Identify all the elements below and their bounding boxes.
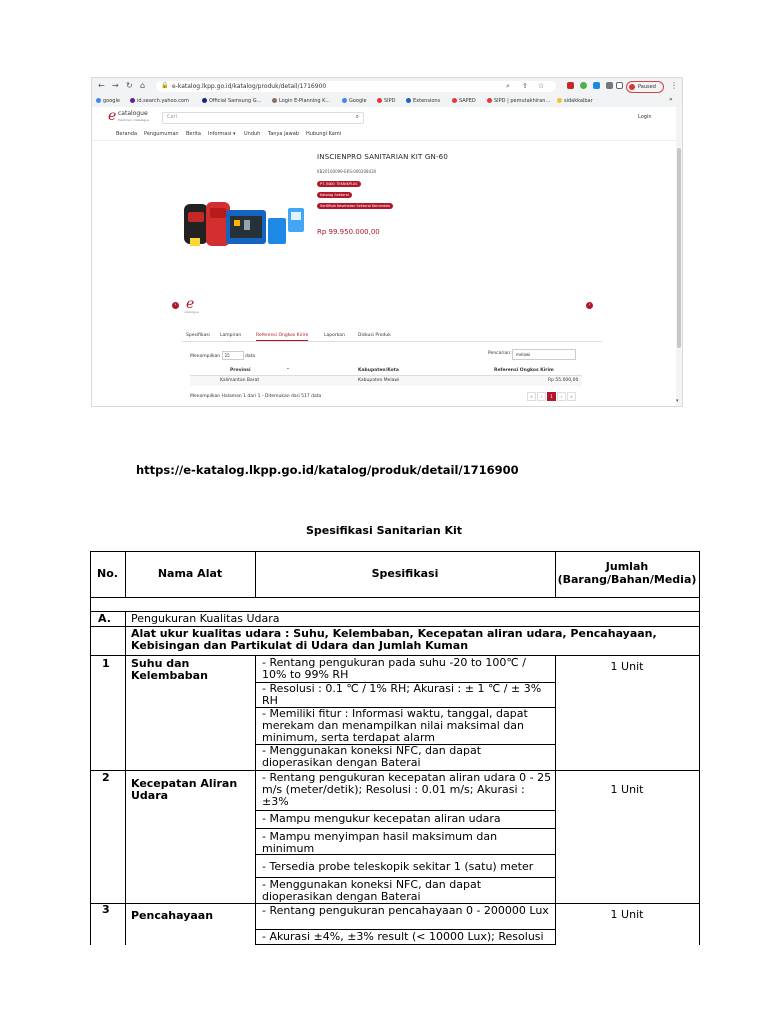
sipd-icon xyxy=(377,98,382,103)
bookmark-item[interactable] xyxy=(487,97,550,105)
vendor-badge[interactable]: PT. INDO TEKNIKPLUS xyxy=(317,181,361,187)
page-length-select[interactable]: 25 xyxy=(222,351,244,360)
address-text: e-katalog.lkpp.go.id/katalog/produk/detail/1716900 xyxy=(172,83,327,90)
table-border xyxy=(255,655,256,945)
profile-paused-button[interactable] xyxy=(626,81,664,93)
bookmark-label: Login E-Planning K... xyxy=(279,98,331,104)
reload-icon[interactable]: ↻ xyxy=(126,81,133,90)
menu-item-hubungi-kami[interactable]: Hubungi Kami xyxy=(306,131,342,137)
cell-ongkos: Rp 55.000,00 xyxy=(548,378,579,383)
col-ongkos-kirim[interactable]: Referensi Ongkos Kirim xyxy=(494,368,554,373)
menu-item-berita[interactable]: Berita xyxy=(186,131,201,137)
menu-dots-icon[interactable]: ⋮ xyxy=(670,81,678,90)
product-tabs xyxy=(182,331,602,342)
cell-provinsi: Kalimantan Barat xyxy=(220,378,260,383)
bookmark-item[interactable] xyxy=(130,97,189,105)
bookmark-label: SAPED xyxy=(459,98,476,104)
back-icon[interactable]: ← xyxy=(98,81,105,90)
table-border xyxy=(125,655,126,945)
gallery-next-icon[interactable]: › xyxy=(586,302,593,309)
ecatalogue-logo-icon[interactable]: e xyxy=(108,108,117,124)
tab-spesifikasi[interactable]: Spesifikasi xyxy=(186,333,210,338)
bookmark-item[interactable] xyxy=(342,97,367,105)
sort-icon[interactable]: ⌃ xyxy=(286,368,290,373)
logo-text: catalogue xyxy=(118,110,148,117)
item-name: Kecepatan Aliran Udara xyxy=(131,777,238,802)
shipping-table-header xyxy=(190,366,582,376)
google-extension-icon[interactable] xyxy=(580,82,587,89)
bookmark-item[interactable] xyxy=(452,97,476,105)
bookmark-item[interactable] xyxy=(202,97,261,105)
forward-icon[interactable]: → xyxy=(112,81,119,90)
show-unit: data xyxy=(245,354,256,359)
spec-table xyxy=(90,551,700,971)
bookmark-label: Official Samsung G... xyxy=(209,98,262,104)
header-nama-alat: Nama Alat xyxy=(157,567,223,580)
tab-referensi-ongkos-kirim[interactable]: Referensi Ongkos Kirim xyxy=(256,332,308,341)
pdf-extension-icon[interactable] xyxy=(567,82,574,89)
header-jumlah: Jumlah xyxy=(605,560,649,573)
product-url[interactable]: https://e-katalog.lkpp.go.id/katalog/produk/detail/1716900 xyxy=(136,463,519,477)
bookmark-label: id.search.yahoo.com xyxy=(137,98,189,104)
cell-kabupaten: Kabupaten Melawi xyxy=(358,378,400,383)
table-border xyxy=(255,810,555,811)
catalog-badge[interactable]: Katalog Sektoral xyxy=(317,192,352,198)
tab-diskusi-produk[interactable]: Diskusi Produk xyxy=(358,333,391,338)
window-icon[interactable] xyxy=(616,82,623,89)
gallery-prev-icon[interactable]: ‹ xyxy=(172,302,179,309)
bookmark-label: google xyxy=(103,98,120,104)
search-icon[interactable]: ⌕ xyxy=(355,113,359,120)
document-title: Spesifikasi Sanitarian Kit xyxy=(305,524,463,537)
sipd-icon xyxy=(487,98,492,103)
spec-line: - Tersedia probe teleskopik sekitar 1 (satu) meter xyxy=(262,860,534,873)
pager-page[interactable]: 1 xyxy=(547,392,556,401)
item-name: Suhu dan Kelembaban xyxy=(131,657,208,682)
spec-line: - Resolusi : 0.1 ℃ / 1% RH; Akurasi : ± 1 ℃ / ± 3% RH xyxy=(262,682,542,707)
google-icon xyxy=(96,98,101,103)
eplanning-icon xyxy=(272,98,277,103)
zoom-icon[interactable]: ⌕ xyxy=(506,82,510,90)
bookmark-item[interactable] xyxy=(272,97,330,105)
table-border xyxy=(255,944,555,945)
samsung-icon xyxy=(202,98,207,103)
spec-line: - Menggunakan koneksi NFC, dan dapat dioperasikan dengan Baterai xyxy=(262,878,482,903)
ecatalogue-small-logo-icon: e xyxy=(186,296,195,312)
scroll-down-icon[interactable]: ▾ xyxy=(676,398,679,404)
page-length-control xyxy=(190,351,255,360)
scrollbar-thumb[interactable] xyxy=(677,148,681,348)
pager-prev[interactable]: ‹ xyxy=(537,392,546,401)
item-name: Pencahayaan xyxy=(131,909,214,922)
table-border xyxy=(699,655,700,945)
star-icon[interactable]: ☆ xyxy=(538,82,545,90)
site-menu xyxy=(92,129,676,141)
login-link[interactable]: Login xyxy=(638,114,652,120)
table-search-label: Pencarian: xyxy=(488,351,512,356)
item-qty: 1 Unit xyxy=(610,783,644,796)
menu-item-pengumuman[interactable]: Pengumuman xyxy=(144,131,179,137)
spec-line: - Mampu mengukur kecepatan aliran udara xyxy=(262,812,501,825)
pager-last[interactable]: » xyxy=(567,392,576,401)
menu-item-beranda[interactable]: Beranda xyxy=(116,131,138,137)
show-label: Menampilkan xyxy=(190,354,221,359)
product-image[interactable] xyxy=(182,198,307,250)
col-provinsi[interactable]: Provinsi xyxy=(230,368,251,373)
header-spesifikasi: Spesifikasi xyxy=(371,567,439,580)
yahoo-icon xyxy=(130,98,135,103)
bookmark-label: sidakkalbar xyxy=(564,98,593,104)
folder-icon xyxy=(557,98,562,103)
small-logo-text: catalogue xyxy=(184,310,199,314)
spec-line: - Rentang pengukuran pencahayaan 0 - 200000 Lux xyxy=(262,904,549,917)
header-jumlah-unit: (Barang/Bahan/Media) xyxy=(557,573,697,586)
bookmark-item[interactable] xyxy=(96,97,120,105)
bookmark-item[interactable] xyxy=(377,97,396,105)
menu-item-informasi[interactable]: Informasi ▾ xyxy=(208,131,236,137)
item-no: 3 xyxy=(102,903,110,916)
col-kabupaten[interactable]: Kabupaten/Kota xyxy=(358,368,399,373)
table-border xyxy=(90,551,700,552)
pager-first[interactable]: « xyxy=(527,392,536,401)
product-price: Rp 99.950.000,00 xyxy=(317,228,380,236)
avatar xyxy=(629,84,635,90)
logo-tagline: Electronic Catalogue xyxy=(118,118,150,122)
pagination xyxy=(526,392,576,400)
menu-item-unduh[interactable]: Unduh xyxy=(244,131,261,137)
bookmark-item[interactable] xyxy=(557,97,593,105)
table-search-input[interactable]: melawi xyxy=(512,349,576,360)
saped-icon xyxy=(452,98,457,103)
bookmark-label: SIPD xyxy=(384,98,396,104)
bookmark-label: Google xyxy=(349,98,367,104)
product-title: INSCIENPRO SANITARIAN KIT GN-60 xyxy=(317,153,448,161)
spec-line: - Rentang pengukuran kecepatan aliran udara 0 - 25 m/s (meter/detik); Resolusi : 0.01 m/s; Akurasi : ±3% xyxy=(262,771,552,808)
tab-lampiran[interactable]: Lampiran xyxy=(220,333,242,338)
embedded-browser-screenshot xyxy=(91,77,683,407)
spec-line: - Memiliki fitur : Informasi waktu, tanggal, dapat merekam dan menampilkan nilai maksimal dan minimum, serta terdapat alarm xyxy=(262,707,528,744)
bookmark-item[interactable] xyxy=(406,97,440,105)
table-footer-info: Menampilkan Halaman 1 dari 1 - Ditemukan dari 517 data xyxy=(190,394,322,399)
product-code: KB20100099-EKS-000208430 xyxy=(317,169,377,174)
puzzle-icon[interactable] xyxy=(606,82,613,89)
google-icon xyxy=(342,98,347,103)
lock-icon: 🔒 xyxy=(161,82,169,89)
site-search-input[interactable] xyxy=(162,112,364,124)
table-row xyxy=(190,376,582,386)
search-placeholder: Cari xyxy=(167,114,177,120)
table-border xyxy=(555,655,556,945)
bookmarks-more-icon[interactable]: » xyxy=(669,96,673,103)
spec-line: - Akurasi ±4%, ±3% result (< 10000 Lux); Resolusi xyxy=(262,930,544,943)
item-qty: 1 Unit xyxy=(610,908,644,921)
section-title: Pengukuran Kualitas Udara xyxy=(131,612,280,625)
extensions-icon xyxy=(406,98,411,103)
section-subtitle: Alat ukur kualitas udara : Suhu, Kelembaban, Kecepatan aliran udara, Pencahayaan, Kebisingan dan Partikulat di Udara dan Jumlah Kuman xyxy=(131,627,657,652)
share-icon[interactable]: ⇪ xyxy=(522,82,528,90)
header-no: No. xyxy=(97,567,118,580)
bookmark-label: Extensions xyxy=(413,98,441,104)
item-qty: 1 Unit xyxy=(610,660,644,673)
table-border xyxy=(699,597,700,657)
paused-label: Paused xyxy=(638,84,656,90)
pager-next[interactable]: › xyxy=(557,392,566,401)
browser-toolbar xyxy=(92,78,682,95)
certificate-badge[interactable]: Sertifikat Kesehatan Sektoral Kemenkes xyxy=(317,203,393,209)
spec-line: - Menggunakan koneksi NFC, dan dapat dioperasikan dengan Baterai xyxy=(262,744,482,769)
table-border xyxy=(125,611,126,657)
site-header xyxy=(92,107,676,130)
bookmark-label: SIPD | pemutakhiran... xyxy=(494,98,551,104)
item-no: 2 xyxy=(102,771,110,784)
spec-line: - Mampu menyimpan hasil maksimum dan minimum xyxy=(262,830,498,855)
address-bar[interactable] xyxy=(156,81,556,92)
item-no: 1 xyxy=(102,657,110,670)
menu-item-tanya-jawab[interactable]: Tanya Jawab xyxy=(268,131,299,137)
spec-line: - Rentang pengukuran pada suhu -20 to 100℃ / 10% to 99% RH xyxy=(262,656,526,681)
tab-laporkan[interactable]: Laporkan xyxy=(324,333,345,338)
shield-extension-icon[interactable] xyxy=(593,82,600,89)
table-border xyxy=(90,597,700,598)
section-no: A. xyxy=(98,612,111,625)
home-icon[interactable]: ⌂ xyxy=(140,81,146,90)
table-border xyxy=(255,828,555,829)
